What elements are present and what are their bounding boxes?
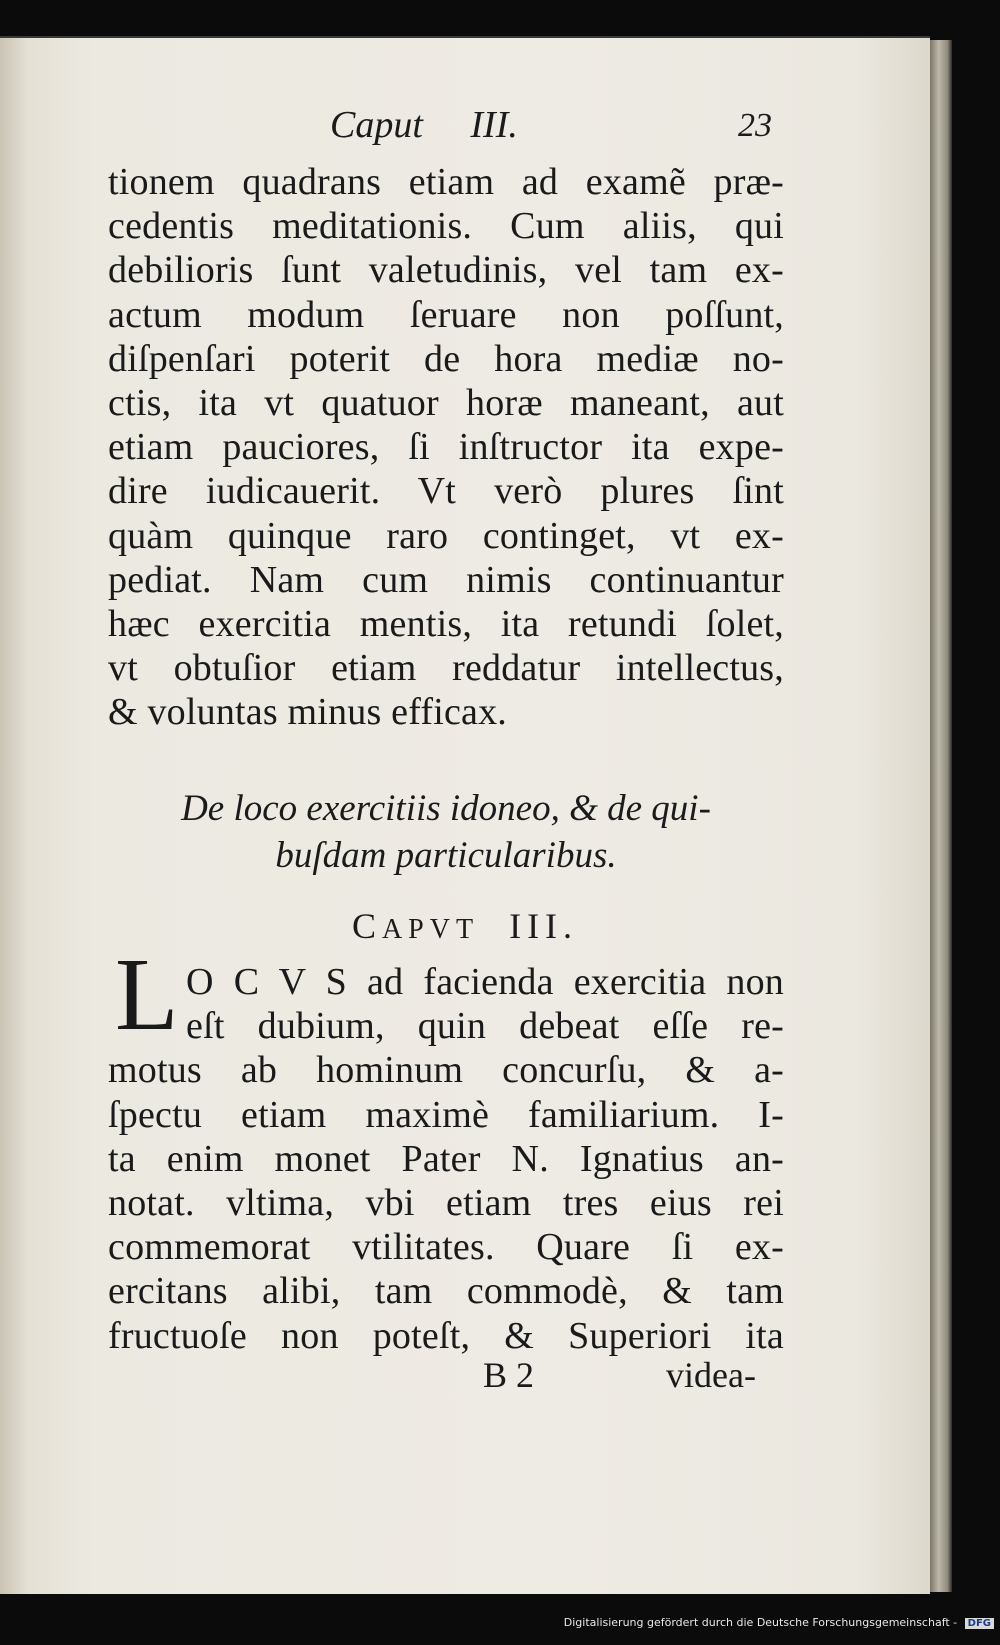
page-edge: [930, 40, 952, 1592]
chapter-label-initial: C: [351, 906, 382, 946]
dfg-logo: DFG: [965, 1618, 994, 1629]
signature-mark: B 2: [483, 1355, 535, 1395]
catchline: [0, 1346, 930, 1396]
text-line: actum modum ſeruare non poſſunt,: [108, 293, 784, 336]
text-line: etiam pauciores, ſi inſtructor ita expe-: [108, 426, 784, 469]
section-heading-line: buſdam particularibus.: [275, 835, 617, 876]
text-line: ta enim monet Pater N. Ignatius an-: [108, 1137, 784, 1180]
text-line: quàm quinque raro continget, vt ex-: [108, 514, 784, 557]
text-line: hæc exercitia mentis, ita retundi ſolet,: [108, 602, 784, 645]
running-head: Caput III.: [330, 104, 518, 146]
text-line: ſpectu etiam maximè familiarium. I-: [108, 1093, 784, 1136]
page-number: 23: [738, 107, 772, 144]
text-line: tionem quadrans etiam ad examẽ præ-: [108, 161, 784, 203]
chapter-number: III.: [509, 906, 579, 946]
text-line: fructuoſe non poteſt, & Superiori ita: [108, 1314, 784, 1357]
text-line: motus ab hominum concurſu, & a-: [108, 1049, 784, 1092]
section-heading-line: De loco exercitiis idoneo, & de qui-: [181, 788, 711, 829]
text-line: cedentis meditationis. Cum aliis, qui: [108, 205, 784, 248]
text-line: O C V S ad facienda exercitia non: [186, 961, 784, 1003]
text-line: ercitans alibi, tam commodè, & tam: [108, 1270, 784, 1313]
section-heading: [108, 785, 784, 879]
text-line: pediat. Nam cum nimis continuantur: [108, 558, 784, 601]
page-header: [0, 65, 930, 146]
drop-cap: L: [115, 937, 179, 1052]
text-line: debilioris ſunt valetudinis, vel tam ex-: [108, 249, 784, 292]
footer-credit: Digitalisierung gefördert durch die Deutsche Forschungsgemeinschaft -: [563, 1616, 958, 1629]
chapter-label-word: APVT: [381, 914, 480, 945]
paragraph-chapter-opening: [108, 960, 784, 1358]
text-line: dire iudicauerit. Vt verò plures ſint: [108, 470, 784, 513]
text-line: commemorat vtilitates. Quare ſi ex-: [108, 1226, 784, 1269]
paragraph-continuation: [108, 160, 784, 734]
text-line: notat. vltima, vbi etiam tres eius rei: [108, 1181, 784, 1224]
text-line: eſt dubium, quin debeat eſſe re-: [186, 1005, 784, 1048]
digitization-footer: [0, 1616, 1000, 1638]
text-line: vt obtuſior etiam reddatur intellectus,: [108, 647, 784, 690]
text-line: ctis, ita vt quatuor horæ maneant, aut: [108, 381, 784, 424]
text-line: diſpenſari poterit de hora mediæ no-: [108, 337, 784, 380]
text-line: & voluntas minus efficax.: [108, 691, 508, 734]
catchword: videa-: [666, 1355, 756, 1395]
